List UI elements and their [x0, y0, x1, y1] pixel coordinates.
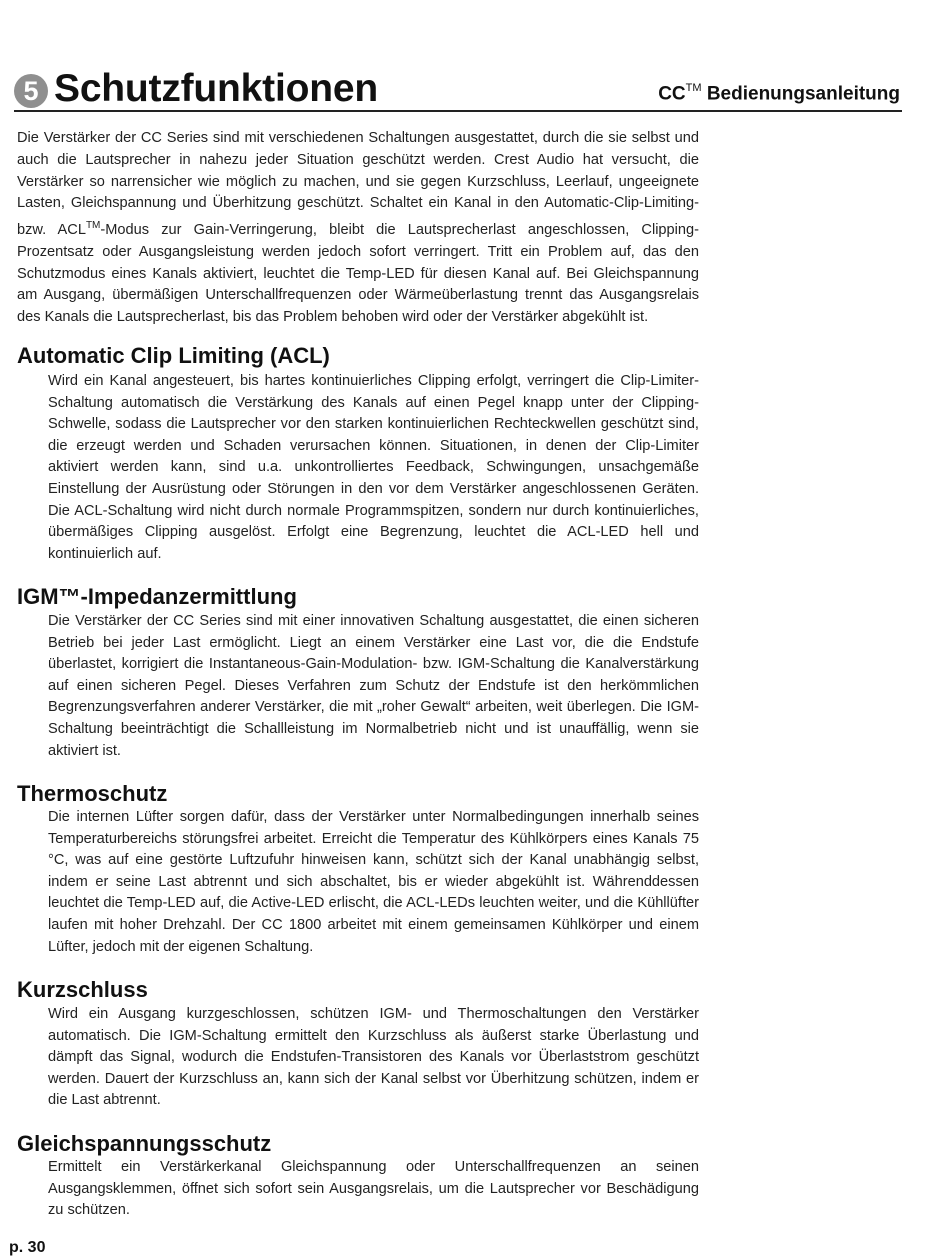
manual-suffix: Bedienungsanleitung: [701, 83, 900, 105]
section-body-igm: Die Verstärker der CC Series sind mit einer innovativen Schaltung ausgestattet, die einen sicheren Betrieb bei jeder Last ermöglicht. Liegt an einem Verstärker eine Last vor, die die Endstufe überlastet, korrigiert die Instantaneous-Gain-Modulation- bzw. IGM-Schaltung die Kanalverstärkung auf einen sicheren Pegel. Dieses Verfahren zum Schutz der Endstufe ist den herkömmlichen Begrenzungsverfahren anderer Verstärker, die mit „roher Gewalt“ arbeiten, weit überlegen. Die IGM-Schaltung beeinträchtigt die Schallleistung im Normalbetrieb nicht und ist unauffällig, wenn sie aktiviert ist.: [48, 613, 699, 759]
chapter-number-badge: 5: [14, 74, 48, 108]
intro-text-b: -Modus zur Gain-Verringerung, bleibt die Lautsprecherlast angeschlossen, Clipping-Prozentsatz oder Ausgangsleistung werden jedoch sofort verringert. Tritt ein Problem auf, das den Schutzmodus eines Kanals aktiviert, leuchtet die Temp-LED für diesen Kanal auf. Bei Gleichspannung am Ausgang, übermäßigen Unterschallfrequenzen oder Wärmeüberlastung trennt das Ausgangsrelais des Kanals die Lautsprecherlast, bis das Problem behoben wird oder der Verstärker abgekühlt ist.: [17, 222, 700, 326]
page-number: p. 30: [9, 1239, 46, 1256]
section-body-acl: Wird ein Kanal angesteuert, bis hartes kontinuierliches Clipping erfolgt, verringert die Clip-Limiter-Schaltung automatisch die Verstärkung des Kanals auf einen Pegel knapp unter der Clipping-Schwelle, sodass die Lautsprecher vor den starken kontinuierlichen Rechteckwellen geschützt sind, die erzeugt werden und Schaden verursachen können. Situationen, in denen der Clip-Limiter aktiviert werden kann, sind u.a. unkontrolliertes Feedback, Schwingungen, unsachgemäße Einstellung der Ausrüstung oder Störungen in den vor dem Verstärker angeschlossenen Geräten. Die ACL-Schaltung wird nicht durch normale Programmspitzen, sondern nur durch kontinuierliches, übermäßiges Clipping ausgelöst. Erfolgt eine Begrenzung, leuchtet die ACL-LED hell und kontinuierlich auf.: [48, 373, 699, 562]
trademark-mark: TM: [685, 82, 702, 94]
page-title: Schutzfunktionen: [54, 67, 378, 110]
section-title-igm: IGM™-Impedanzermittlung: [17, 584, 297, 609]
section-title-kurzschluss: Kurzschluss: [17, 977, 148, 1002]
section-body-thermoschutz: Die internen Lüfter sorgen dafür, dass der Verstärker unter Normalbedingungen innerhalb seines Temperaturbereichs störungsfrei arbeitet. Erreicht die Temperatur des Kühlkörpers eines Kanals 75 °C, was auf eine gestörte Luftzufuhr hinweisen kann, schützt sich der Kanal unabhängig selbst, indem er seine Last abtrennt und sich abschaltet, bis er wieder abgekühlt ist. Währenddessen leuchtet die Temp-LED auf, die Active-LED erlischt, die ACL-LEDs leuchten weiter, und die Kühllüfter laufen mit hoher Drehzahl. Der CC 1800 arbeitet mit einem gemeinsamen Kühlkörper und einem Lüfter, jedoch mit der eigenen Schaltung.: [48, 809, 699, 955]
manual-title: [658, 83, 900, 105]
intro-text-a: Die Verstärker der CC Series sind mit verschiedenen Schaltungen ausgestattet, durch die sie selbst und auch die Lautsprecher in nahezu jeder Situation geschützt werden. Crest Audio hat versucht, die Verstärker so narrensicher wie möglich zu machen, und sie gegen Kurzschluss, Leerlauf, ungeeignete Lasten, Gleichspannung und Überhitzung geschützt. Schaltet ein Kanal in den Automatic-Clip-Limiting- bzw. ACL: [17, 130, 699, 239]
page-header: [14, 66, 902, 112]
section-title-acl: Automatic Clip Limiting (ACL): [17, 343, 330, 368]
section-title-gleichspannungsschutz: Gleichspannungsschutz: [17, 1131, 272, 1156]
section-body-kurzschluss: Wird ein Ausgang kurzgeschlossen, schützen IGM- und Thermoschaltungen den Verstärker automatisch. Die IGM-Schaltung ermittelt den Kurzschluss als äußerst starke Überlastung und dämpft das Signal, wodurch die Endstufen-Transistoren des Kanals vor Überlaststrom geschützt werden. Dauert der Kurzschluss an, kann sich der Kanal selbst vor Überhitzung schützen, indem er die Last abtrennt.: [48, 1006, 699, 1109]
section-body-gleichspannungsschutz: Ermittelt ein Verstärkerkanal Gleichspannung oder Unterschallfrequenzen an seinen Ausgangsklemmen, öffnet sich sofort sein Ausgangsrelais, um die Lautsprecher vor Beschädigung zu schützen.: [48, 1159, 699, 1219]
section-title-thermoschutz: Thermoschutz: [17, 781, 168, 806]
intro-trademark: TM: [85, 220, 101, 232]
manual-prefix: CC: [658, 83, 686, 105]
intro-paragraph: [17, 128, 699, 329]
